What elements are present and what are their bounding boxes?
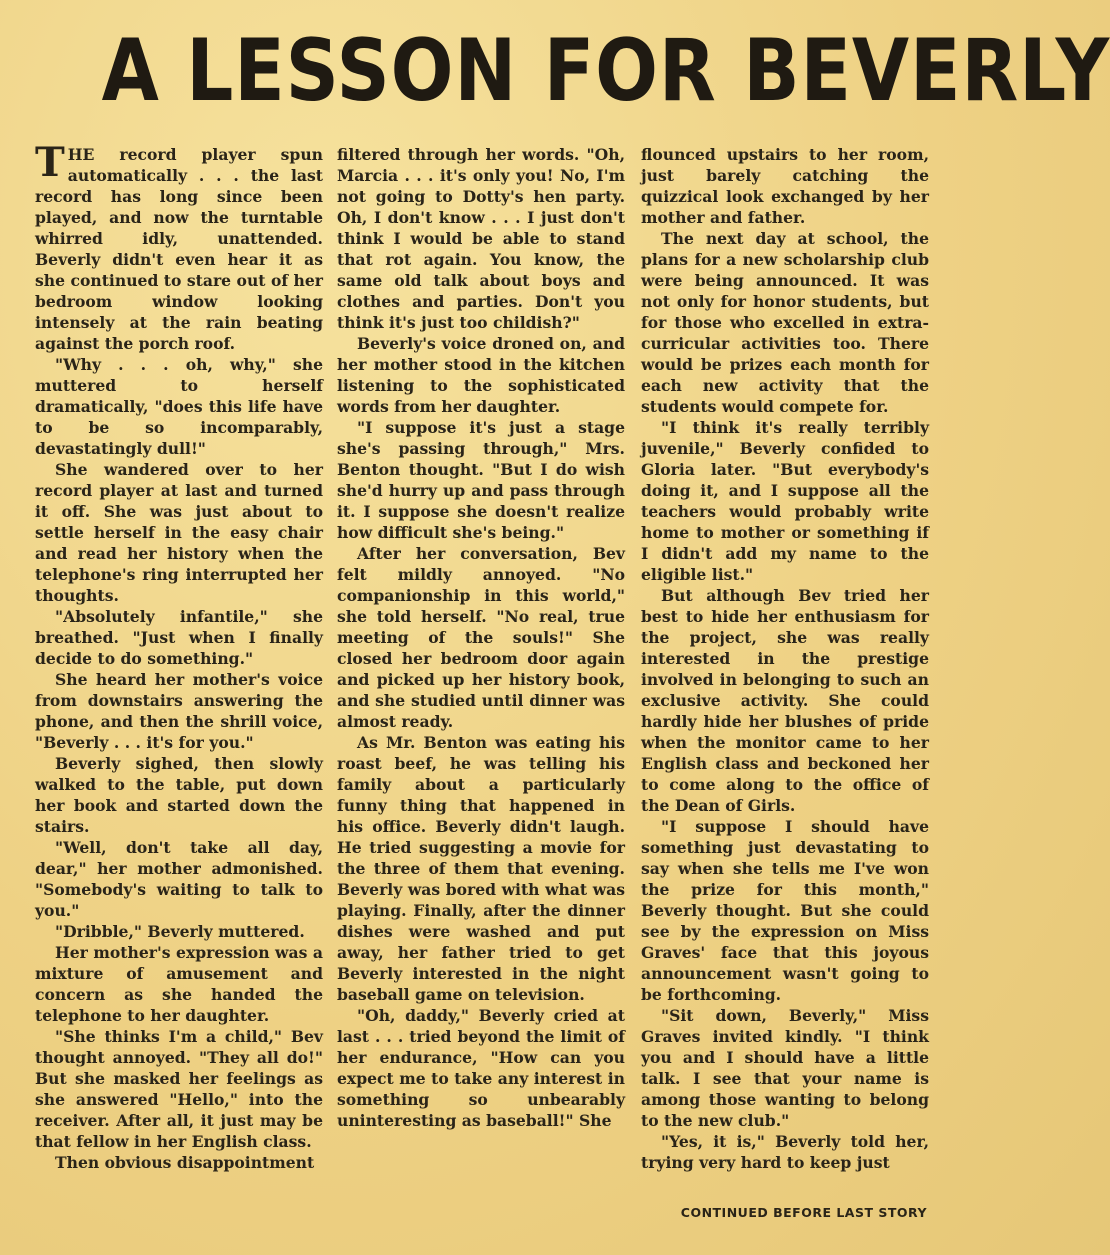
paragraph: "Well, don't take all day, dear," her mother admonished. "Somebody's waiting to talk to you." [35, 838, 323, 920]
paragraph: filtered through her words. "Oh, Marcia . . . it's only you! No, I'm not going to Dotty's hen party. Oh, I don't know . . . I just don't think I would be able to stand that rot again. You know, the same old talk about boys and clothes and parties. Don't you think it's just too childish?" [337, 145, 625, 332]
paragraph: "Sit down, Beverly," Miss Graves invited kindly. "I think you and I should have a little talk. I see that your name is among those wanting to belong to the new club." [641, 1006, 929, 1130]
paragraph: THE record player spun automatically . . . the last record has long since been played, and now the turntable whirred idly, unattended. Beverly didn't even hear it as she continued to stare out of her bedroom window looking intensely at the rain beating against the porch roof. [35, 139, 323, 353]
paragraph: After her conversation, Bev felt mildly annoyed. "No companionship in this world," she told herself. "No real, true meeting of the souls!" She closed her bedroom door again and picked up her history book, and she studied until dinner was almost ready. [337, 544, 625, 731]
paragraph: "I suppose it's just a stage she's passing through," Mrs. Benton thought. "But I do wish she'd hurry up and pass through it. I suppose she doesn't realize how difficult she's being." [337, 418, 625, 542]
paragraph: "Oh, daddy," Beverly cried at last . . . tried beyond the limit of her endurance, "How can you expect me to take any interest in something so unbearably uninteresting as baseball!" She [337, 1006, 625, 1130]
paragraph: She wandered over to her record player at last and turned it off. She was just about to settle herself in the easy chair and read her history when the telephone's ring interrupted her thoughts. [35, 460, 323, 605]
paragraph: Then obvious disappointment [55, 1153, 315, 1172]
paragraph: "Why . . . oh, why," she muttered to herself dramatically, "does this life have to be so incomparably, devastatingly dull!" [35, 355, 323, 458]
paragraph: She heard her mother's voice from downstairs answering the phone, and then the shrill voice, "Beverly . . . it's for you." [35, 670, 323, 752]
paragraph: Beverly's voice droned on, and her mother stood in the kitchen listening to the sophisticated words from her daughter. [337, 334, 625, 416]
paragraph: "Dribble," Beverly muttered. [55, 922, 305, 941]
paragraph: "I suppose I should have something just devastating to say when she tells me I've won the prize for this month," Beverly thought. But she could see by the expression on Miss Graves' face that this joyous announcement wasn't going to be forthcoming. [641, 817, 929, 1004]
paragraph: "She thinks I'm a child," Bev thought annoyed. "They all do!" But she masked her feelings as she answered "Hello," into the receiver. After all, it just may be that fellow in her English class. [35, 1027, 323, 1151]
paragraph: Her mother's expression was a mixture of amusement and concern as she handed the telephone to her daughter. [35, 943, 323, 1025]
paragraph: "Absolutely infantile," she breathed. "Just when I finally decide to do something." [35, 607, 323, 668]
continued-note: CONTINUED BEFORE LAST STORY [680, 1205, 927, 1220]
paragraph: The next day at school, the plans for a new scholarship club were being announced. It was not only for honor students, but for those who excelled in extra-curricular activities too. There would be prizes each month for each new activity that the students would compete for. [641, 229, 929, 416]
text-column-2 [337, 144, 625, 1131]
paragraph: "Yes, it is," Beverly told her, trying very hard to keep just [641, 1132, 929, 1172]
story-title: A LESSON FOR BEVERLY [101, 21, 1110, 121]
paragraph: But although Bev tried her best to hide her enthusiasm for the project, she was really interested in the prestige involved in belonging to such an exclusive activity. She could hardly hide her blushes of pride when the monitor came to her English class and beckoned her to come along to the office of the Dean of Girls. [641, 586, 929, 815]
drop-cap: T [35, 139, 65, 186]
paragraph: flounced upstairs to her room, just barely catching the quizzical look exchanged by her mother and father. [641, 145, 929, 227]
text-column-3 [641, 144, 929, 1173]
paragraph: Beverly sighed, then slowly walked to the table, put down her book and started down the stairs. [35, 754, 323, 836]
paragraph: "I think it's really terribly juvenile," Beverly confided to Gloria later. "But everybody's doing it, and I suppose all the teachers would probably write home to mother or something if I didn't add my name to the eligible list." [641, 418, 929, 584]
paragraph: As Mr. Benton was eating his roast beef, he was telling his family about a particularly funny thing that happened in his office. Beverly didn't laugh. He tried suggesting a movie for the three of them that evening. Beverly was bored with what was playing. Finally, after the dinner dishes were washed and put away, her father tried to get Beverly interested in the night baseball game on television. [337, 733, 625, 1004]
text-column-1 [35, 139, 323, 1173]
